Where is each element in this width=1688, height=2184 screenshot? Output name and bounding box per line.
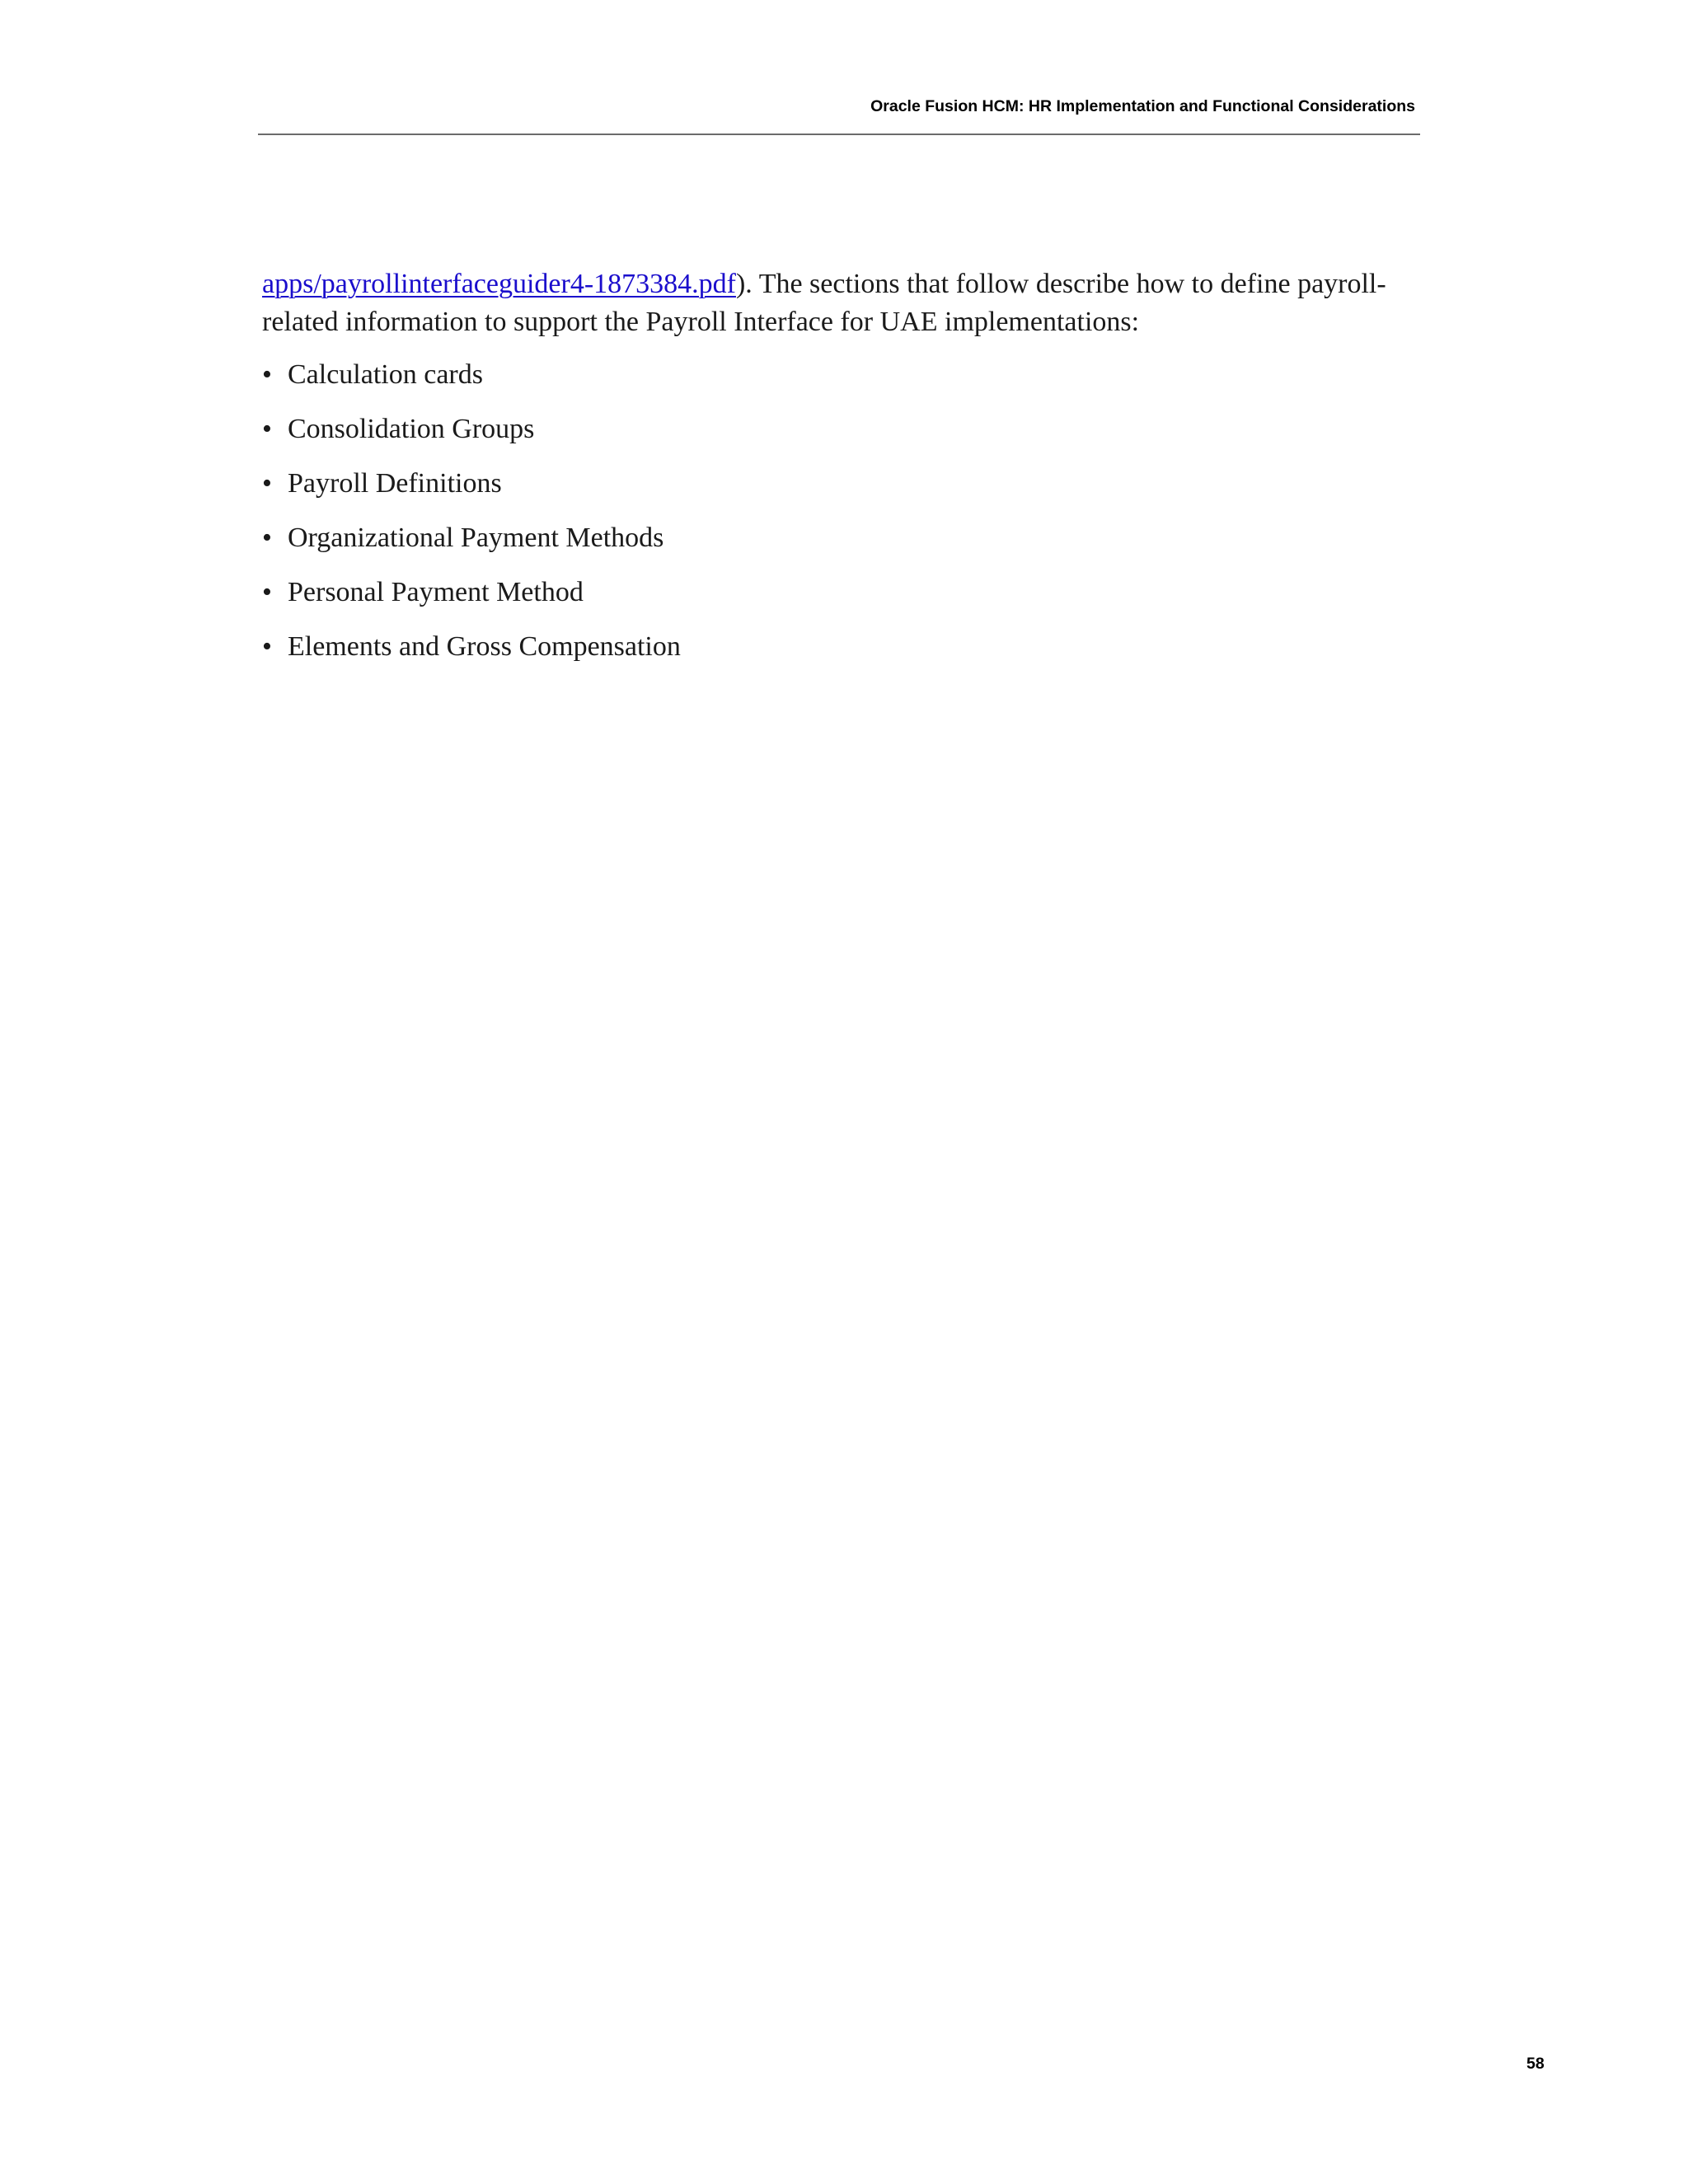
intro-text: ). The sections that follow describe how to define payroll-related information to support the Payroll Interface for UAE implementations: bbox=[262, 269, 1386, 337]
list-item-label: Payroll Definitions bbox=[288, 468, 502, 499]
document-title: Oracle Fusion HCM: HR Implementation and Functional Considerations bbox=[870, 97, 1415, 115]
running-header bbox=[258, 92, 1420, 135]
payroll-interface-guide-link[interactable]: apps/payrollinterfaceguider4-1873384.pdf bbox=[262, 269, 736, 299]
list-item-label: Consolidation Groups bbox=[288, 414, 535, 444]
bullet-icon: • bbox=[262, 468, 272, 499]
list-item bbox=[262, 410, 1416, 448]
topic-list bbox=[262, 356, 1416, 666]
list-item bbox=[262, 628, 1416, 666]
intro-paragraph bbox=[262, 265, 1416, 341]
bullet-icon: • bbox=[262, 414, 272, 444]
list-item bbox=[262, 574, 1416, 612]
list-item bbox=[262, 356, 1416, 394]
bullet-icon: • bbox=[262, 577, 272, 607]
page-number: 58 bbox=[1526, 2055, 1545, 2073]
bullet-icon: • bbox=[262, 359, 272, 390]
page-body bbox=[262, 265, 1416, 682]
list-item-label: Organizational Payment Methods bbox=[288, 523, 664, 553]
list-item bbox=[262, 465, 1416, 503]
list-item-label: Personal Payment Method bbox=[288, 577, 584, 607]
list-item-label: Calculation cards bbox=[288, 359, 483, 390]
list-item-label: Elements and Gross Compensation bbox=[288, 631, 681, 662]
bullet-icon: • bbox=[262, 523, 272, 553]
bullet-icon: • bbox=[262, 631, 272, 662]
list-item bbox=[262, 519, 1416, 557]
